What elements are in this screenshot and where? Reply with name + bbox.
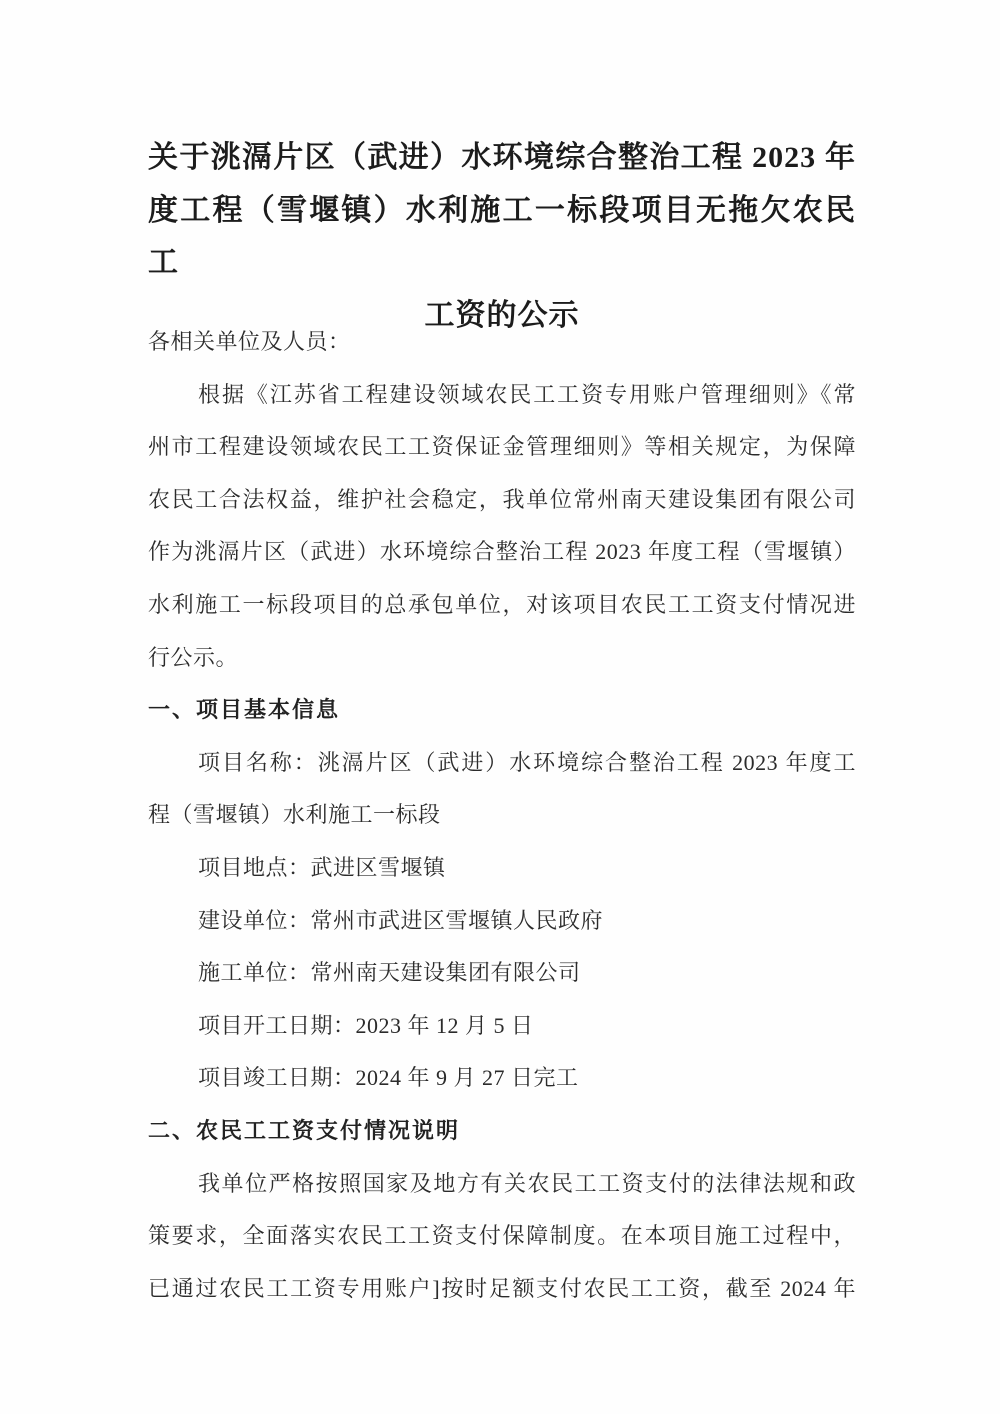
completion-date-line: 项目竣工日期：2024 年 9 月 27 日完工: [198, 1065, 579, 1091]
payment-line-3: 已通过农民工工资专用账户]按时足额支付农民工工资，截至 2024 年: [148, 1275, 856, 1301]
construction-owner-line: 建设单位：常州市武进区雪堰镇人民政府: [198, 907, 604, 933]
payment-line-1: 我单位严格按照国家及地方有关农民工工资支付的法律法规和政: [198, 1170, 856, 1196]
section1-heading: 一、项目基本信息: [148, 697, 341, 723]
document-title: [148, 132, 856, 342]
contractor-line: 施工单位：常州南天建设集团有限公司: [198, 960, 581, 986]
intro-line-5: 水利施工一标段项目的总承包单位，对该项目农民工工资支付情况进: [148, 591, 856, 617]
title-line-1: 关于洮滆片区（武进）水环境综合整治工程 2023 年: [148, 141, 856, 174]
document-body: [148, 316, 856, 1315]
intro-line-3: 农民工合法权益，维护社会稳定，我单位常州南天建设集团有限公司: [148, 486, 856, 512]
intro-line-6: 行公示。: [148, 644, 239, 670]
title-line-3: 工资的公示: [424, 298, 580, 332]
project-name-line-2: 程（雪堰镇）水利施工一标段: [148, 802, 441, 828]
project-name-line-1: 项目名称：洮滆片区（武进）水环境综合整治工程 2023 年度工: [198, 749, 856, 775]
section2-heading: 二、农民工工资支付情况说明: [148, 1117, 461, 1143]
start-date-line: 项目开工日期：2023 年 12 月 5 日: [198, 1012, 534, 1038]
intro-line-4: 作为洮滆片区（武进）水环境综合整治工程 2023 年度工程（雪堰镇）: [148, 539, 856, 565]
title-line-2: 度工程（雪堰镇）水利施工一标段项目无拖欠农民工: [148, 193, 856, 279]
intro-line-2: 州市工程建设领域农民工工资保证金管理细则》等相关规定，为保障: [148, 434, 856, 460]
intro-line-1: 根据《江苏省工程建设领域农民工工资专用账户管理细则》《常: [198, 381, 856, 407]
project-location-line: 项目地点：武进区雪堰镇: [198, 854, 446, 880]
salutation-line: 各相关单位及人员：: [148, 329, 351, 354]
payment-line-2: 策要求，全面落实农民工工资支付保障制度。在本项目施工过程中，: [148, 1223, 856, 1249]
